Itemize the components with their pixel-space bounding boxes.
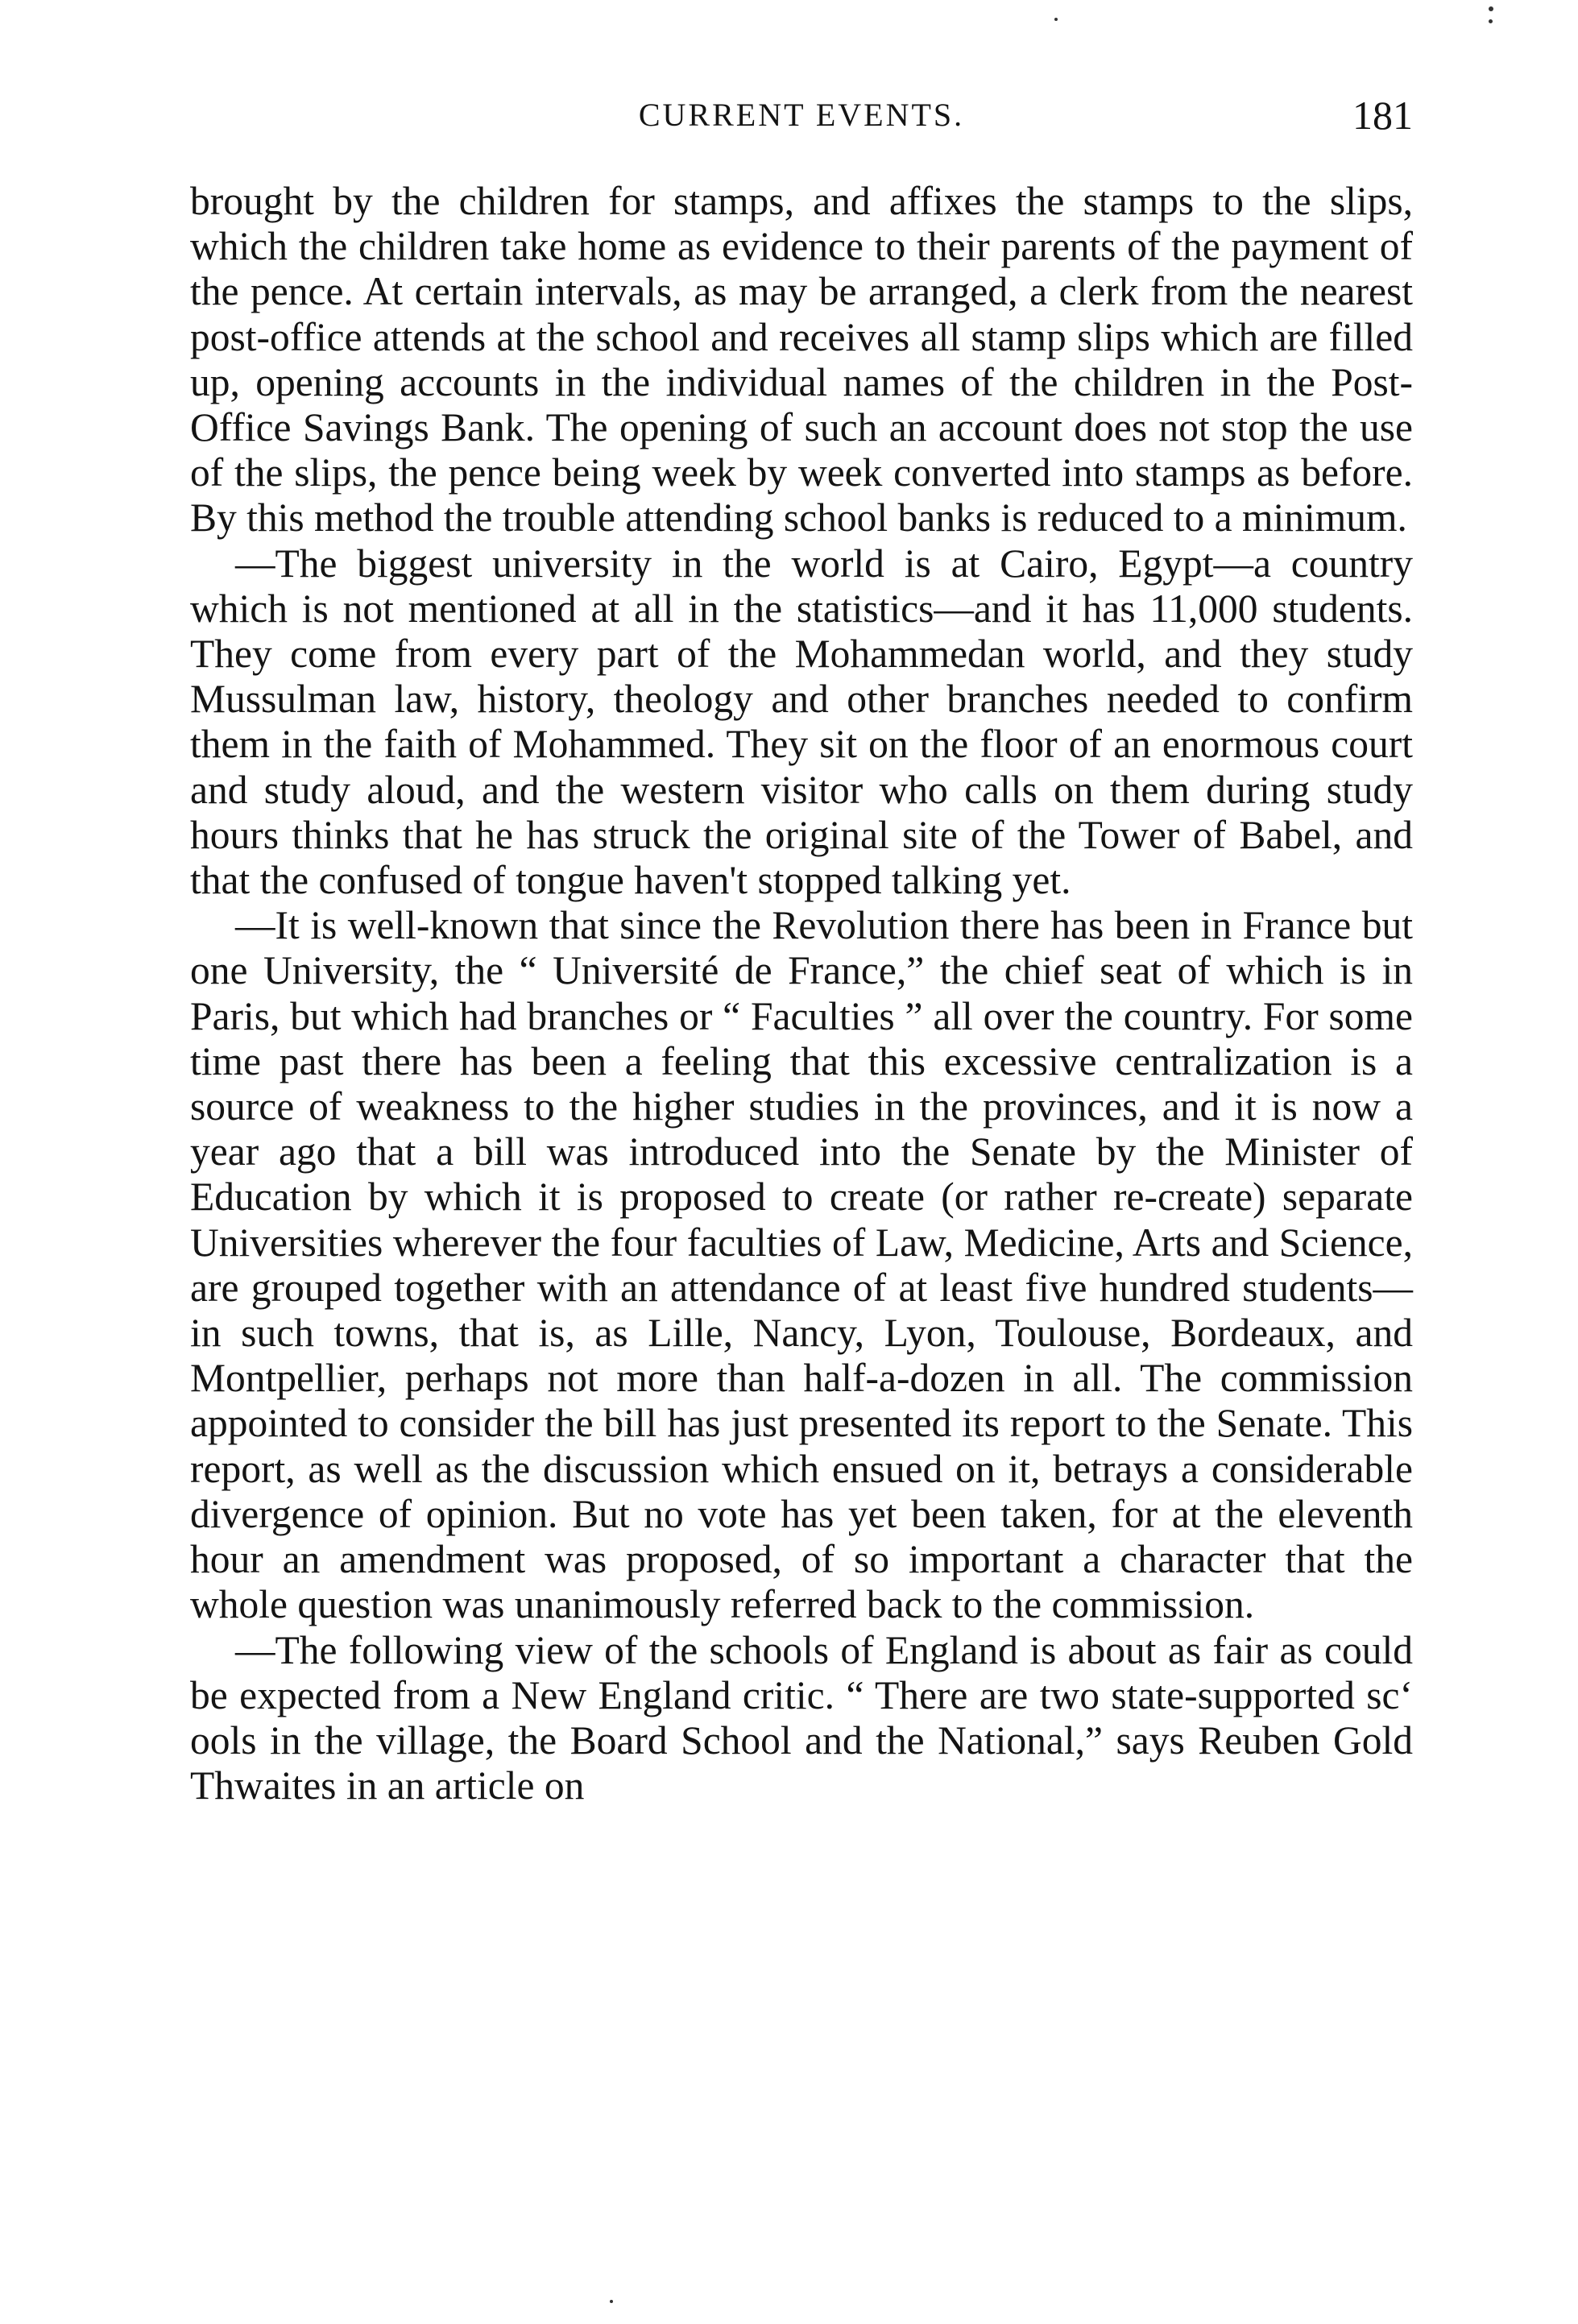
page-header xyxy=(190,87,1413,143)
print-speck xyxy=(1489,6,1493,11)
print-speck xyxy=(610,2300,613,2303)
paragraph-french-university: —It is well-known that since the Revolution there has been in France but one University, the “ Université de France,” the chief seat of which is in Paris, but which had branches or “ Faculties ” all over the country. For some time past there has been a feeling that this excessive centralization is a source of weakness to the higher studies in the provinces, and it is now a year ago that a bill was introduced into the Senate by the Minister of Education by which it is proposed to create (or rather re-create) separate Universities wherever the four faculties of Law, Medicine, Arts and Science, are grouped together with an attendance of at least five hundred students—in such towns, that is, as Lille, Nancy, Lyon, Toulouse, Bordeaux, and Montpellier, perhaps not more than half-a-dozen in all. The commission appointed to consider the bill has just presented its report to the Senate. This report, as well as the discussion which ensued on it, betrays a considerable divergence of opinion. But no vote has yet been taken, for at the eleventh hour an amendment was proposed, of so important a character that the whole question was unanimously referred back to the commission. xyxy=(190,903,1413,1627)
running-head: CURRENT EVENTS. xyxy=(638,97,965,133)
print-speck xyxy=(1489,19,1493,23)
paragraph-english-schools: —The following view of the schools of England is about as fair as could be expected from a New England critic. “ There are two state-supported sc‘ ools in the village, the Board School and the National,” says Reuben Gold Thwaites in an article on xyxy=(190,1627,1413,1808)
paragraph-cairo-university: —The biggest university in the world is at Cairo, Egypt—a country which is not mentioned at all in the statistics—and it has 11,000 students. They come from every part of the Mohammedan world, and they study Mussulman law, history, theology and other branches needed to confirm them in the faith of Mohammed. They sit on the floor of an enormous court and study aloud, and the western visitor who calls on them during study hours thinks that he has struck the original site of the Tower of Babel, and that the confused of tongue haven't stopped talking yet. xyxy=(190,541,1413,903)
paragraph-continuation: brought by the children for stamps, and affixes the stamps to the slips, which the children take home as evidence to their parents of the payment of the pence. At certain intervals, as may be arranged, a clerk from the nearest post-office attends at the school and receives all stamp slips which are filled up, opening accounts in the individual names of the children in the Post-Office Savings Bank. The opening of such an account does not stop the use of the slips, the pence being week by week converted into stamps as before. By this method the trouble attending school banks is reduced to a minimum. xyxy=(190,179,1413,541)
body-text xyxy=(190,179,1413,1808)
print-speck xyxy=(1054,18,1058,21)
page-number: 181 xyxy=(1352,93,1413,138)
